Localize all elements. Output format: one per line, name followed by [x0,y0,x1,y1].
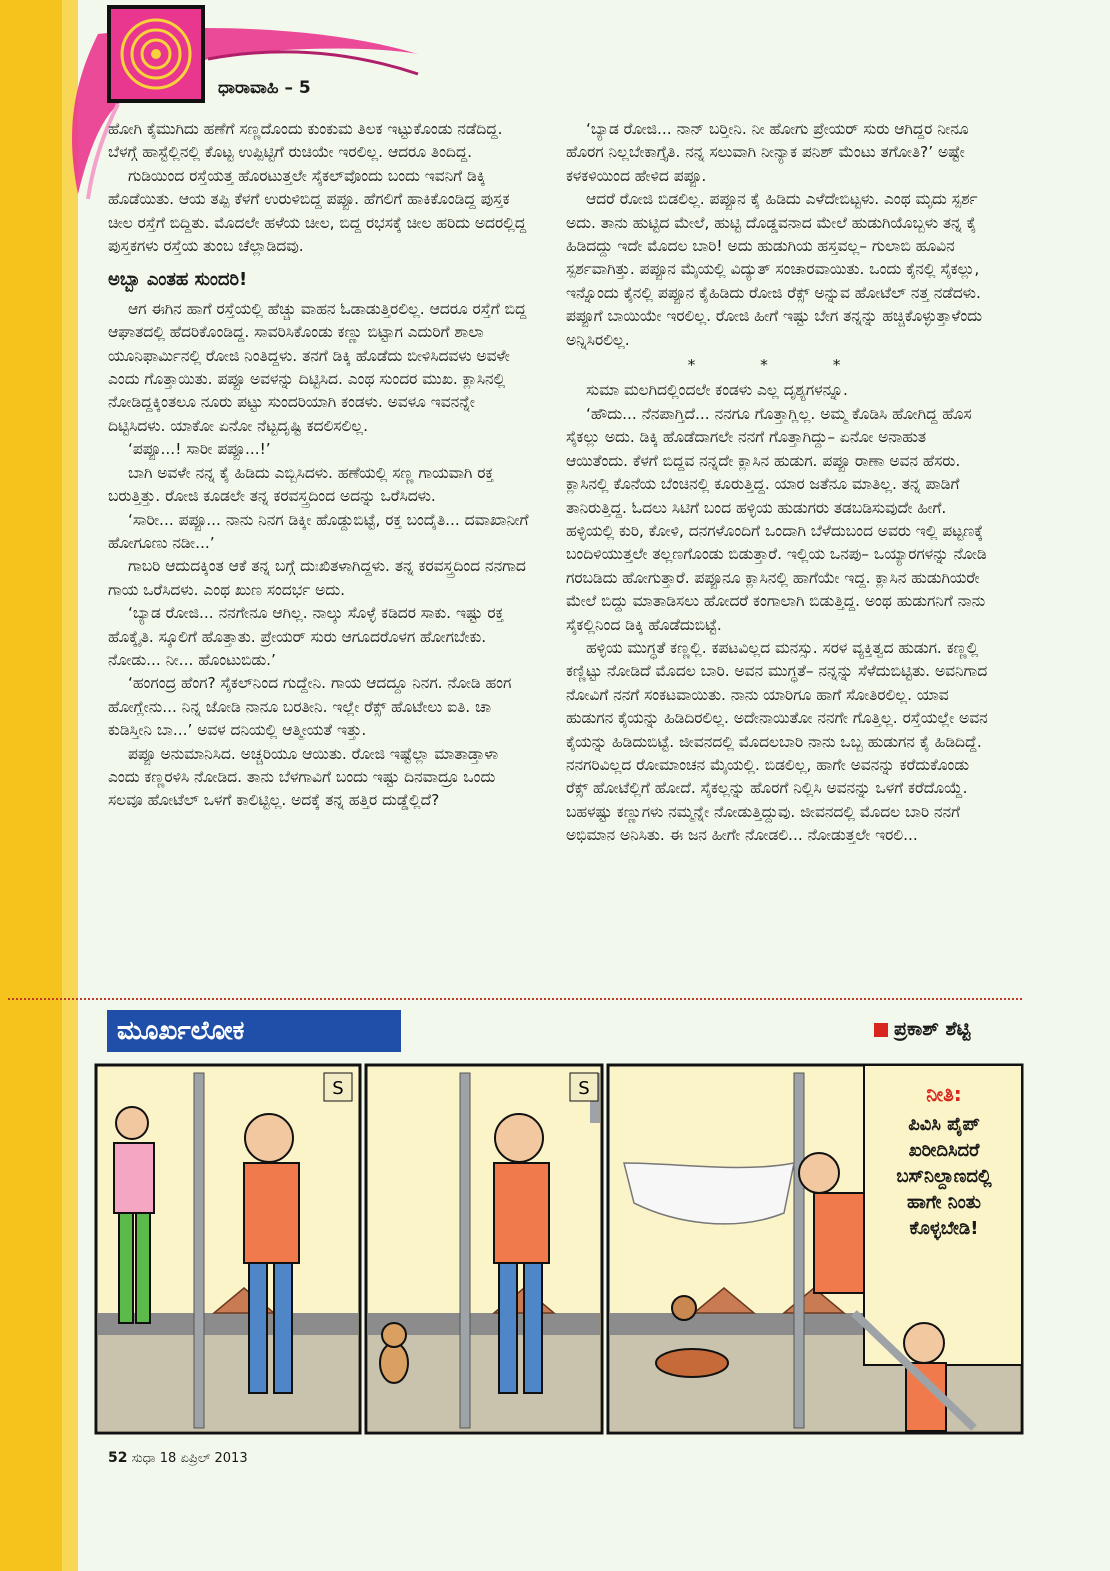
dotted-divider [8,998,1022,1000]
paragraph: ಪಪ್ಪೂ ಅನುಮಾನಿಸಿದ. ಅಚ್ಚರಿಯೂ ಆಯಿತು. ರೋಜಿ ಇಷ್ಟೆಲ್ಲಾ ಮಾತಾಡ್ತಾಳಾ ಎಂದು ಕಣ್ಣರಳಿಸಿ ನೋಡಿದ. ತಾನು ಬೆಳಗಾವಿಗೆ ಬಂದು ಇಷ್ಟು ದಿನವಾದ್ರೂ ಒಂದು ಸಲವೂ ಹೋಟೆಲ್ ಒಳಗೆ ಕಾಲಿಟ್ಟಿಲ್ಲ. ಅದಕ್ಕೆ ತನ್ನ ಹತ್ತಿರ ದುಡ್ಡೆಲ್ಲಿದೆ? [108,744,499,810]
comic-byline [874,1018,970,1040]
paragraph: ಸುಮಾ ಮಲಗಿದಲ್ಲಿಂದಲೇ ಕಂಡಳು ಎಲ್ಲ ದೃಶ್ಯಗಳನ್ನೂ. [586,381,848,400]
paragraph: ಹಳ್ಳಿಯ ಮುಗ್ಧತೆ ಕಣ್ಣಲ್ಲಿ. ಕಪಟವಿಲ್ಲದ ಮನಸ್ಸು. ಸರಳ ವ್ಯಕ್ತಿತ್ವದ ಹುಡುಗ. ಕಣ್ಣಲ್ಲಿ ಕಣ್ಣಿಟ್ಟು ನೋಡಿದೆ ಮೊದಲ ಬಾರಿ. ಅವನ ಮುಗ್ಧತೆ– ನನ್ನನ್ನು ಸೆಳೆದುಬಿಟ್ಟಿತು. ಅವನಿಗಾದ ನೋವಿಗೆ ನನಗೆ ಸಂಕಟವಾಯಿತು. ನಾನು ಯಾರಿಗೂ ಹಾಗೆ ಸೋತಿರಲಿಲ್ಲ. ಯಾವ ಹುಡುಗನ ಕೈಯನ್ನು ಹಿಡಿದಿರಲಿಲ್ಲ. ಅದೇನಾಯಿತೋ ನನಗೇ ಗೊತ್ತಿಲ್ಲ. ರಸ್ತೆಯಲ್ಲೇ ಅವನ ಕೈಯನ್ನು ಹಿಡಿದುಬಿಟ್ಟೆ. ಜೀವನದಲ್ಲಿ ಮೊದಲಬಾರಿ ನಾನು ಒಬ್ಬ ಹುಡುಗನ ಕೈ ಹಿಡಿದಿದ್ದೆ. ನನಗರಿವಿಲ್ಲದ ರೋಮಾಂಚನ ಮೈಯಲ್ಲಿ. ಬಿಡಲಿಲ್ಲ, ಹಾಗೇ ಅವನನ್ನು ಕರೆದುಕೊಂಡು ರೆಕ್ಸ್ ಹೋಟೆಲ್ಲಿಗೆ ಹೋದೆ. ಸೈಕಲ್ಲನ್ನು ಹೊರಗೆ ನಿಲ್ಲಿಸಿ ಅವನನ್ನು ಒಳಗೆ ಕರೆದೊಯ್ದೆ. ಬಹಳಷ್ಟು ಕಣ್ಣುಗಳು ನಮ್ಮನ್ನೇ ನೋಡುತ್ತಿದ್ದುವು. ಜೀವನದಲ್ಲಿ ಮೊದಲ ಬಾರಿ ನನಗೆ ಅಭಿಮಾನ ಅನಿಸಿತು. ಈ ಜನ ಹೀಗೇ ನೋಡಲಿ... ನೋಡುತ್ತಲೇ ಇರಲಿ... [566,638,988,845]
paragraph: ಗಾಬರಿ ಆದುದಕ್ಕಿಂತ ಆಕೆ ತನ್ನ ಬಗ್ಗೆ ದುಃಖಿತಳಾಗಿದ್ದಳು. ತನ್ನ ಕರವಸ್ತ್ರದಿಂದ ನನಗಾದ ಗಾಯ ಒರೆಸಿದಳು. ಎಂಥ ಖುಣ ಸಂದರ್ಭ ಅದು. [108,557,526,599]
page-number: 52 [108,1450,128,1466]
section-heading: ಅಬ್ಬಾ ಎಂತಹ ಸುಂದರಿ! [108,269,248,291]
comic-moral-box [874,1072,1014,1242]
series-logo-block [107,5,205,103]
bus-stop-sign: S [578,1078,590,1099]
comic-panel-2 [366,1065,602,1433]
moral-label: ನೀತಿ: [926,1082,962,1106]
paragraph: ಆಗ ಈಗಿನ ಹಾಗೆ ರಸ್ತೆಯಲ್ಲಿ ಹೆಚ್ಚು ವಾಹನ ಓಡಾಡುತ್ತಿರಲಿಲ್ಲ. ಆದರೂ ರಸ್ತೆಗೆ ಬಿದ್ದ ಆಘಾತದಲ್ಲಿ ಹೆದರಿಕೊಂಡಿದ್ದ. ಸಾವರಿಸಿಕೊಂಡು ಕಣ್ಣು ಬಿಟ್ಟಾಗ ಎದುರಿಗೆ ಶಾಲಾ ಯೂನಿಫಾರ್ಮಿನಲ್ಲಿ ರೋಜಿ ನಿಂತಿದ್ದಳು. ತನಗೆ ಡಿಕ್ಕಿ ಹೊಡೆದು ಬೀಳಿಸಿದವಳು ಅವಳೇ ಎಂದು ಗೊತ್ತಾಯಿತು. ಪಪ್ಪೂ ಅವಳನ್ನು ದಿಟ್ಟಿಸಿದ. ಎಂಥ ಸುಂದರ ಮುಖ. ಕ್ಲಾಸಿನಲ್ಲಿ ನೋಡಿದ್ದಕ್ಕಿಂತಲೂ ನೂರು ಪಟ್ಟು ಸುಂದರಿಯಾಗಿ ಕಂಡಳು. ಅವಳೂ ಇವನನ್ನೇ ದಿಟ್ಟಿಸಿದಳು. ಯಾಕೋ ಏನೋ ನೆಟ್ಟದೃಷ್ಟಿ ಕದಲಿಸಲಿಲ್ಲ. [108,299,527,435]
issue-date: ಸುಧಾ 18 ಏಪ್ರಿಲ್ 2013 [131,1451,248,1466]
series-label: ಧಾರಾವಾಹಿ – 5 [218,78,311,98]
paragraph: ಗುಡಿಯಿಂದ ರಸ್ತೆಯತ್ತ ಹೊರಟುತ್ತಲೇ ಸೈಕಲ್‌ವೊಂದು ಬಂದು ಇವನಿಗೆ ಡಿಕ್ಕಿ ಹೊಡೆಯಿತು. ಆಯ ತಪ್ಪಿ ಕೆಳಗೆ ಉರುಳಿಬಿದ್ದ ಪಪ್ಪೂ. ಹೆಗಲಿಗೆ ಹಾಕಿಕೊಂಡಿದ್ದ ಪುಸ್ತಕ ಚೀಲ ರಸ್ತೆಗೆ ಬಿದ್ದಿತು. ಮೊದಲೇ ಹಳೆಯ ಚೀಲ, ಬಿದ್ದ ರಭಸಕ್ಕೆ ಚೀಲ ಹರಿದು ಅದರಲ್ಲಿದ್ದ ಪುಸ್ತಕಗಳು ರಸ್ತೆಯ ತುಂಬ ಚೆಲ್ಲಾಡಿದವು. [108,166,527,256]
author-name: ಪ್ರಕಾಶ್ ಶೆಟ್ಟಿ [894,1018,971,1040]
paragraph: ಹೋಗಿ ಕೈಮುಗಿದು ಹಣೆಗೆ ಸಣ್ಣದೊಂದು ಕುಂಕುಮ ತಿಲಕ ಇಟ್ಟುಕೊಂಡು ನಡೆದಿದ್ದ. ಬೆಳಗ್ಗೆ ಹಾಸ್ಟೆಲ್ಲಿನಲ್ಲಿ ಕೊಟ್ಟ ಉಪ್ಪಿಟ್ಟಿಗೆ ರುಚಿಯೇ ಇರಲಿಲ್ಲ. ಆದರೂ ತಿಂದಿದ್ದ. [108,120,503,162]
red-square-icon [874,1023,888,1037]
paragraph: ಬಾಗಿ ಅವಳೇ ನನ್ನ ಕೈ ಹಿಡಿದು ಎಬ್ಬಿಸಿದಳು. ಹಣೆಯಲ್ಲಿ ಸಣ್ಣ ಗಾಯವಾಗಿ ರಕ್ತ ಬರುತ್ತಿತ್ತು. ರೋಜಿ ಕೂಡಲೇ ತನ್ನ ಕರವಸ್ತ್ರದಿಂದ ಅದನ್ನು ಒರೆಸಿದಳು. [108,463,494,506]
swirl-pattern-icon [111,9,201,99]
left-text-column [108,118,534,813]
paragraph: ‘ಹೌದು... ನೆನಪಾಗ್ತಿದೆ... ನನಗೂ ಗೊತ್ತಾಗ್ಲಿಲ್ಲ. ಅಮ್ಮ ಕೊಡಿಸಿ ಹೋಗಿದ್ದ ಹೊಸ ಸೈಕಲ್ಲು ಅದು. ಡಿಕ್ಕಿ ಹೊಡೆದಾಗಲೇ ನನಗೆ ಗೊತ್ತಾಗಿದ್ದು– ಏನೋ ಅನಾಹುತ ಆಯಿತೆಂದು. ಕೆಳಗೆ ಬಿದ್ದವ ನನ್ನದೇ ಕ್ಲಾಸಿನ ಹುಡುಗ. ಪಪ್ಪೂ ರಾಣಾ ಅವನ ಹೆಸರು. ಕ್ಲಾಸಿನಲ್ಲಿ ಕೊನೆಯ ಬೆಂಚಿನಲ್ಲಿ ಕೂರುತ್ತಿದ್ದ. ಯಾರ ಜತೆನೂ ಮಾತಿಲ್ಲ. ತನ್ನ ಪಾಡಿಗೆ ತಾನಿರುತ್ತಿದ್ದ. ಓದಲು ಸಿಟಿಗೆ ಬಂದ ಹಳ್ಳಿಯ ಹುಡುಗರು ತಡಬಡಿಸುವುದೇ ಹೀಗೆ. ಹಳ್ಳಿಯಲ್ಲಿ ಕುರಿ, ಕೋಳಿ, ದನಗಳೊಂದಿಗೆ ಒಂದಾಗಿ ಬೆಳೆದುಬಂದ ಅವರು ಇಲ್ಲಿ ಪಟ್ಟಣಕ್ಕೆ ಬಂದಿಳಿಯುತ್ತಲೇ ತಲ್ಲಣಗೊಂಡು ಬಿಡುತ್ತಾರೆ. ಇಲ್ಲಿಯ ಒನಪು– ಒಯ್ಯಾರಗಳನ್ನು ನೋಡಿ ಗರಬಡಿದು ಹೋಗುತ್ತಾರೆ. ಪಪ್ಪೂನೂ ಕ್ಲಾಸಿನಲ್ಲಿ ಹಾಗೆಯೇ ಇದ್ದ. ಕ್ಲಾಸಿನ ಹುಡುಗಿಯರೇ ಮೇಲೆ ಬಿದ್ದು ಮಾತಾಡಿಸಲು ಹೋದರೆ ಕಂಗಾಲಾಗಿ ಬಿಡುತ್ತಿದ್ದ. ಅಂಥ ಹುಡುಗನಿಗೆ ನಾನು ಸೈಕಲ್ಲಿನಿಂದ ಡಿಕ್ಕಿ ಹೊಡೆದುಬಿಟ್ಟೆ. [566,404,987,634]
paragraph: ‘ಪಪ್ಪೂ...! ಸಾರೀ ಪಪ್ಪೂ...!’ [128,440,271,459]
yellow-margin-highlight [62,0,78,1571]
paragraph: ಆದರೆ ರೋಜಿ ಬಿಡಲಿಲ್ಲ. ಪಪ್ಪೂನ ಕೈ ಹಿಡಿದು ಎಳೆದೇಬಿಟ್ಟಳು. ಎಂಥ ಮೃದು ಸ್ಪರ್ಶ ಅದು. ತಾನು ಹುಟ್ಟಿದ ಮೇಲೆ, ಹುಟ್ಟಿ ದೊಡ್ಡವನಾದ ಮೇಲೆ ಹುಡುಗಿಯೊಬ್ಬಳು ತನ್ನ ಕೈ ಹಿಡಿದದ್ದು ಇದೇ ಮೊದಲ ಬಾರಿ! ಅದು ಹುಡುಗಿಯ ಹಸ್ತವಲ್ಲ– ಗುಲಾಬಿ ಹೂವಿನ ಸ್ಪರ್ಶವಾಗಿತ್ತು. ಪಪ್ಪೂನ ಮೈಯಲ್ಲಿ ವಿದ್ಯುತ್ ಸಂಚಾರವಾಯಿತು. ಒಂದು ಕೈನಲ್ಲಿ ಸೈಕಲ್ಲು, ಇನ್ನೊಂದು ಕೈನಲ್ಲಿ ಪಪ್ಪೂನ ಕೈಹಿಡಿದು ರೋಜಿ ರೆಕ್ಸ್ ಅನ್ನುವ ಹೋಟೆಲ್ ನತ್ತ ನಡೆದಳು. ಪಪ್ಪೂಗೆ ಬಾಯಿಯೇ ಇರಲಿಲ್ಲ. ರೋಜಿ ಹೀಗೆ ಇಷ್ಟು ಬೇಗ ತನ್ನನ್ನು ಹಚ್ಚಿಕೊಳ್ಳುತ್ತಾಳೆಂದು ಅನ್ನಿಸಿರಲಿಲ್ಲ. [566,190,982,349]
page-footer [108,1450,248,1466]
paragraph: ‘ಹಂಗಂದ್ರ ಹೆಂಗ? ಸೈಕಲ್‌ನಿಂದ ಗುದ್ದೇನಿ. ಗಾಯ ಆದದ್ದೂ ನಿನಗ. ನೋಡಿ ಹಂಗ ಹೋಗ್ಲೇನು... ನಿನ್ನ ಜೋಡಿ ನಾನೂ ಬರತೀನಿ. ಇಲ್ಲೇ ರೆಕ್ಸ್ ಹೊಟೇಲು ಐತಿ. ಚಾ ಕುಡಿಸ್ತೀನಿ ಬಾ...’ ಅವಳ ದನಿಯಲ್ಲಿ ಆತ್ಮೀಯತೆ ಇತ್ತು. [108,674,512,740]
section-separator: * * * [687,356,871,375]
comic-panel-1 [96,1065,360,1433]
paragraph: ‘ಬ್ಯಾಡ ರೋಜಿ... ನಾನ್ ಬರ್‍ತೀನಿ. ನೀ ಹೋಗು ಪ್ರೇಯರ್ ಸುರು ಆಗಿದ್ದರ ನೀನೂ ಹೊರಗ ನಿಲ್ಲಬೇಕಾಗ್ತೈತಿ. ನನ್ನ ಸಲುವಾಗಿ ನೀನ್ಯಾಕ ಪನಿಶ್ ಮೆಂಟು ತಗೋತಿ?’ ಅಷ್ಟೇ ಕಳಕಳಿಯಿಂದ ಹೇಳಿದ ಪಪ್ಪೂ. [566,120,969,185]
paragraph: ‘ಬ್ಯಾಡ ರೋಜಿ... ನನಗೇನೂ ಆಗಿಲ್ಲ. ನಾಲ್ಕು ಸೊಳ್ಳೆ ಕಡಿದರ ಸಾಕು. ಇಷ್ಟು ರಕ್ತ ಹೊಕ್ಕೈತಿ. ಸ್ಕೂಲಿಗೆ ಹೊತ್ತಾತು. ಪ್ರೇಯರ್ ಸುರು ಆಗೂದರೊಳಗ ಹೋಗಬೇಕು. ನೋಡು... ನೀ... ಹೊಂಟುಬಿಡು.’ [108,604,504,669]
paragraph: ‘ಸಾರೀ... ಪಪ್ಪೂ... ನಾನು ನಿನಗ ಡಿಕ್ಕೀ ಹೊಡ್ದುಬಿಟ್ಟೆ, ರಕ್ತ ಬಂದೈತಿ... ದವಾಖಾನೀಗೆ ಹೋಗೂಣು ನಡೀ...’ [108,510,529,552]
bus-stop-sign: S [332,1078,344,1099]
moral-text: ಪಿವಿಸಿ ಪೈಪ್ ಖರೀದಿಸಿದರೆ ಬಸ್‌ನಿಲ್ದಾಣದಲ್ಲಿ ಹಾಗೇ ನಿಂತು ಕೊಳ್ಳಬೇಡಿ! [896,1114,992,1239]
right-text-column [566,118,992,848]
comic-title: ಮೂರ್ಖಲೋಕ [107,1010,401,1052]
